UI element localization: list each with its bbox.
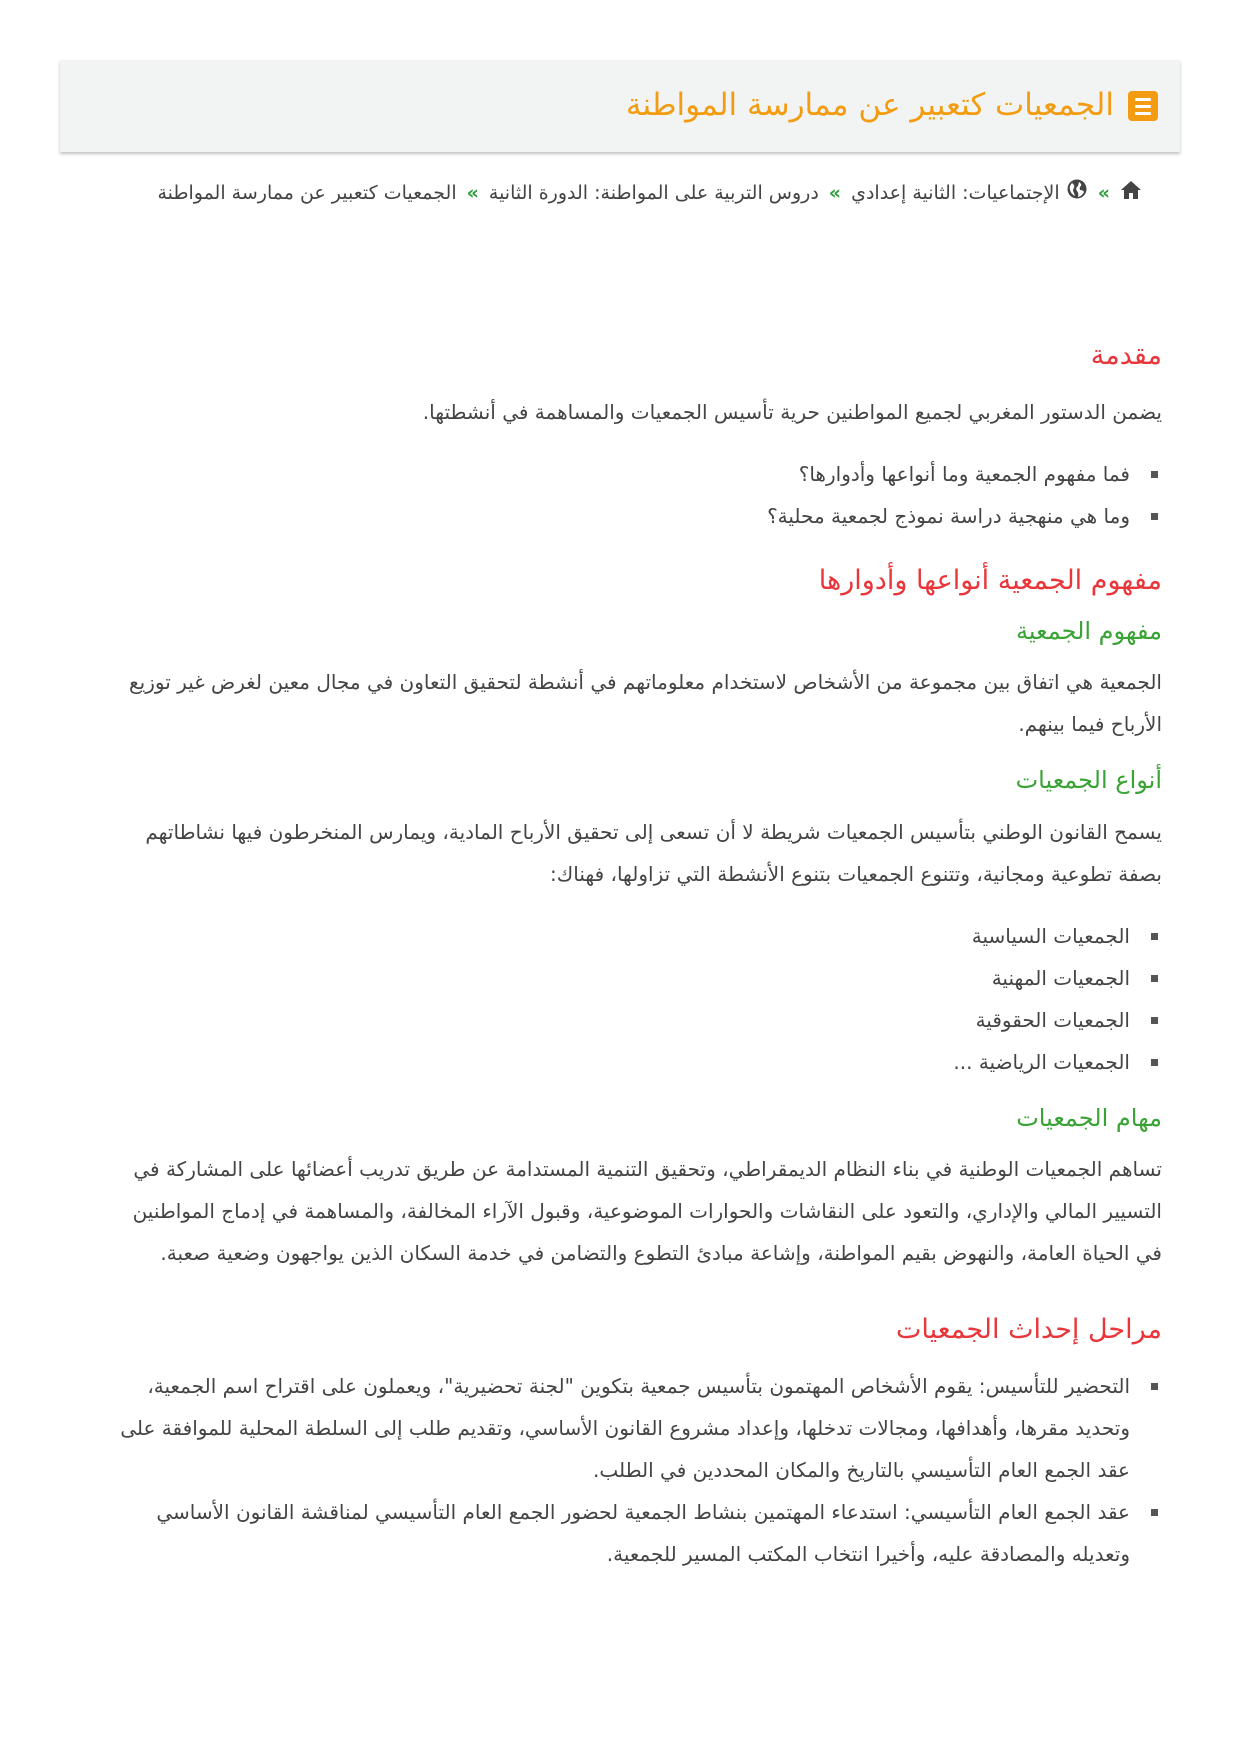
page-title: الجمعيات كتعبير عن ممارسة المواطنة [625,87,1114,124]
list-item: الجمعيات المهنية [102,957,1130,999]
roles-paragraph: تساهم الجمعيات الوطنية في بناء النظام الديمقراطي، وتحقيق التنمية المستدامة عن طريق تدريب أعضائها على المشاركة في التسيير المالي والإداري، والتعود على النقاشات والحوارات الموضوعية، وقبول الآراء المخالفة، والمساهمة في إدماج المواطنين في الحياة العامة، والنهوض بقيم المواطنة، وإشاعة مبادئ التطوع والتضامن في خدمة السكان الذين يواجهون وضعية صعبة. [132,1156,1162,1265]
list-item: الجمعيات الحقوقية [102,999,1130,1041]
types-list [102,915,1162,1083]
breadcrumb-separator: » [1097,182,1110,204]
stages-list [102,1365,1162,1575]
article-title-box [60,60,1180,152]
subheading-concept: مفهوم الجمعية [1016,617,1162,646]
list-item: الجمعيات الرياضية ... [102,1041,1130,1083]
home-icon[interactable] [1120,173,1142,215]
breadcrumb-current: الجمعيات كتعبير عن ممارسة المواطنة [157,182,457,204]
list-item: عقد الجمع العام التأسيسي: استدعاء المهتمين بنشاط الجمعية لحضور الجمع العام التأسيسي لمناقشة القانون الأساسي وتعديله والمصادقة عليه، وأخيرا انتخاب المكتب المسير للجمعية. [102,1491,1130,1575]
list-item: التحضير للتأسيس: يقوم الأشخاص المهتمون بتأسيس جمعية بتكوين "لجنة تحضيرية"، ويعملون على اقتراح اسم الجمعية، وتحديد مقرها، وأهدافها، ومجالات تدخلها، وإعداد مشروع القانون الأساسي، وتقديم طلب إلى السلطة المحلية للموافقة على عقد الجمع العام التأسيسي بالتاريخ والمكان المحددين في الطلب. [102,1365,1130,1491]
breadcrumb-link-subject[interactable]: الإجتماعيات: الثانية إعدادي [851,182,1060,204]
breadcrumb-link-course[interactable]: دروس التربية على المواطنة: الدورة الثانية [488,182,819,204]
concept-paragraph: الجمعية هي اتفاق بين مجموعة من الأشخاص لاستخدام معلوماتهم في أنشطة لتحقيق التعاون في مجال معين لغرض غير توزيع الأرباح فيما بينهم. [129,670,1162,737]
list-item: وما هي منهجية دراسة نموذج لجمعية محلية؟ [102,495,1130,537]
breadcrumb-separator: » [828,182,842,204]
list-item: فما مفهوم الجمعية وما أنواعها وأدوارها؟ [102,453,1130,495]
intro-questions [102,453,1162,537]
globe-icon [1066,173,1088,215]
document-list-icon [1128,91,1158,121]
list-item: الجمعيات السياسية [102,915,1130,957]
intro-paragraph: يضمن الدستور المغربي لجميع المواطنين حرية تأسيس الجمعيات والمساهمة في أنشطتها. [422,400,1162,425]
article-content [102,338,1162,1595]
breadcrumb [142,172,1142,215]
subheading-types: أنواع الجمعيات [1015,766,1162,795]
section-heading-intro: مقدمة [1090,340,1162,371]
section-heading-concept-types-roles: مفهوم الجمعية أنواعها وأدوارها [818,565,1162,597]
breadcrumb-separator: » [466,182,479,204]
section-heading-stages: مراحل إحداث الجمعيات [895,1313,1162,1345]
subheading-roles: مهام الجمعيات [1016,1103,1162,1132]
types-paragraph: يسمح القانون الوطني بتأسيس الجمعيات شريطة لا أن تسعى إلى تحقيق الأرباح المادية، ويمارس المنخرطون فيها نشاطاتهم بصفة تطوعية ومجانية، وتتنوع الجمعيات بتنوع الأنشطة التي تزاولها، فهناك: [145,819,1162,886]
